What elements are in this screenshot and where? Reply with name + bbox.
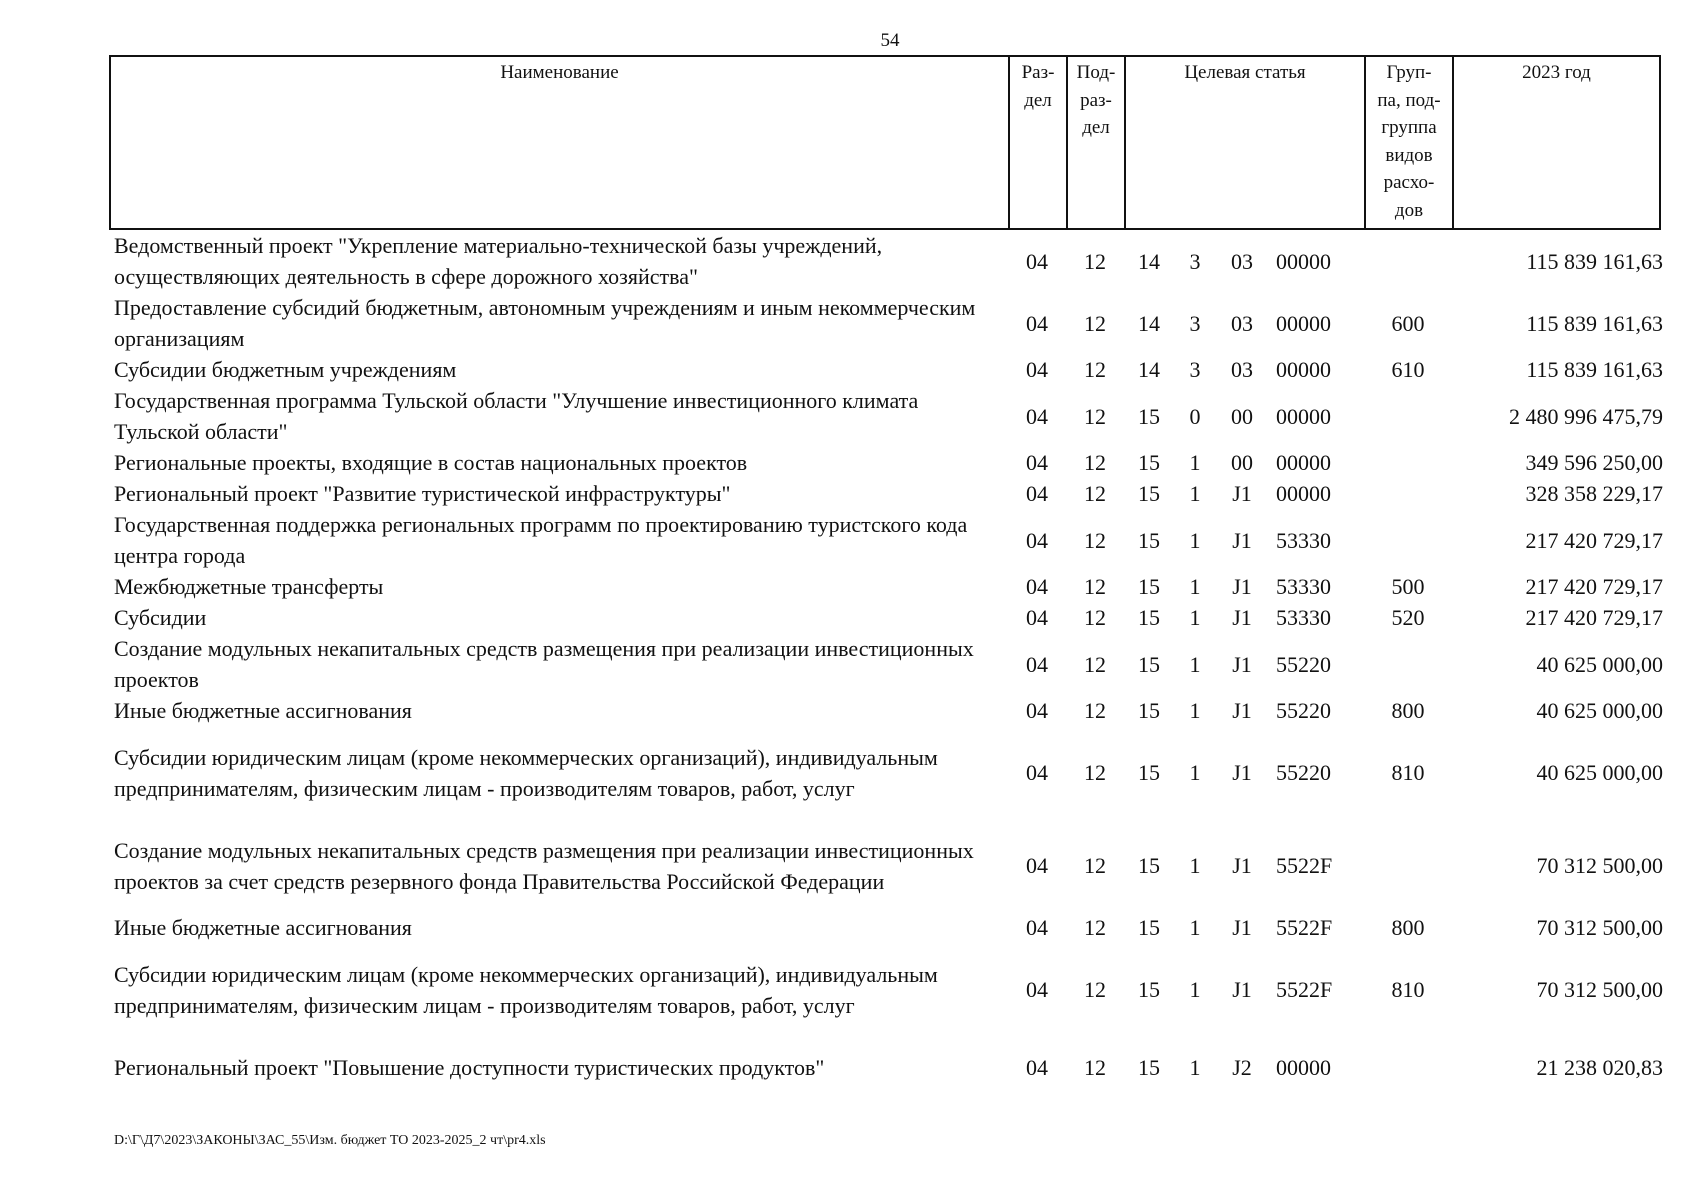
row-amount: 115 839 161,63 [1526, 310, 1663, 336]
table-row [109, 943, 1669, 1036]
row-direction-code: 00000 [1276, 403, 1331, 429]
table-row [109, 912, 1669, 943]
row-project-code: J1 [1232, 698, 1252, 723]
row-subprogram: 1 [1189, 1054, 1201, 1080]
row-expense-group: 610 [1391, 357, 1425, 382]
row-razdel: 04 [1026, 527, 1048, 553]
table-row [109, 230, 1669, 292]
row-name: Региональные проекты, входящие в состав национальных проектов [114, 450, 748, 475]
table-row [109, 602, 1669, 633]
row-amount: 40 625 000,00 [1536, 698, 1663, 723]
row-direction-code: 5522F [1276, 853, 1333, 878]
row-project-code: J1 [1232, 977, 1252, 1002]
row-razdel: 04 [1026, 574, 1048, 599]
row-direction-code: 5522F [1276, 915, 1333, 940]
row-project-code: J1 [1232, 915, 1252, 940]
row-name: Предоставление субсидий бюджетным, автономным учреждениям и иным некоммерческим организациям [114, 295, 976, 351]
row-subprogram: 1 [1189, 853, 1201, 878]
row-expense-group: 500 [1391, 574, 1425, 599]
row-amount: 328 358 229,17 [1525, 481, 1663, 506]
row-podrazdel: 12 [1084, 527, 1106, 553]
row-name: Иные бюджетные ассигнования [114, 698, 412, 723]
row-razdel: 04 [1026, 481, 1048, 506]
row-program: 15 [1138, 853, 1160, 878]
row-project-code: J1 [1232, 760, 1252, 785]
row-amount: 217 420 729,17 [1525, 527, 1663, 553]
row-razdel: 04 [1026, 1054, 1048, 1080]
row-subprogram: 1 [1189, 977, 1201, 1002]
row-project-code: 00 [1231, 450, 1253, 475]
row-expense-group: 810 [1391, 977, 1425, 1002]
row-subprogram: 1 [1189, 651, 1201, 677]
table-row [109, 633, 1669, 695]
row-razdel: 04 [1026, 605, 1048, 630]
row-name: Государственная поддержка региональных программ по проектированию туристского кода центра города [114, 512, 968, 568]
row-podrazdel: 12 [1084, 605, 1106, 630]
row-program: 15 [1138, 1054, 1160, 1080]
row-subprogram: 0 [1189, 403, 1201, 429]
row-project-code: J1 [1232, 651, 1252, 677]
row-direction-code: 53330 [1276, 605, 1331, 630]
row-razdel: 04 [1026, 760, 1048, 785]
row-razdel: 04 [1026, 651, 1048, 677]
row-razdel: 04 [1026, 915, 1048, 940]
row-subprogram: 1 [1189, 760, 1201, 785]
row-program: 14 [1138, 310, 1160, 336]
row-program: 15 [1138, 527, 1160, 553]
row-podrazdel: 12 [1084, 760, 1106, 785]
row-expense-group: 520 [1391, 605, 1425, 630]
row-project-code: J1 [1232, 605, 1252, 630]
table-row [109, 819, 1669, 912]
row-program: 14 [1138, 248, 1160, 274]
table-body [109, 230, 1669, 1098]
row-project-code: J2 [1232, 1054, 1252, 1080]
row-amount: 70 312 500,00 [1536, 915, 1663, 940]
row-direction-code: 00000 [1276, 357, 1331, 382]
row-direction-code: 55220 [1276, 698, 1331, 723]
row-project-code: 03 [1231, 248, 1253, 274]
row-program: 15 [1138, 403, 1160, 429]
row-project-code: J1 [1232, 481, 1252, 506]
row-name: Создание модульных некапитальных средств размещения при реализации инвестиционных проектов [114, 636, 974, 692]
row-amount: 115 839 161,63 [1526, 357, 1663, 382]
row-name: Создание модульных некапитальных средств размещения при реализации инвестиционных проектов за счет средств резервного фонда Правительства Российской Федерации [114, 837, 974, 894]
row-project-code: 03 [1231, 310, 1253, 336]
row-expense-group: 800 [1391, 698, 1425, 723]
row-name: Ведомственный проект "Укрепление материально-технической базы учреждений, осуществляющих деятельность в сфере дорожного хозяйства" [114, 233, 883, 289]
header-razdel: Раз- дел [1010, 57, 1068, 228]
row-amount: 21 238 020,83 [1536, 1054, 1663, 1080]
row-program: 15 [1138, 698, 1160, 723]
row-razdel: 04 [1026, 977, 1048, 1002]
row-amount: 2 480 996 475,79 [1509, 403, 1663, 429]
row-subprogram: 1 [1189, 915, 1201, 940]
row-razdel: 04 [1026, 357, 1048, 382]
row-program: 15 [1138, 977, 1160, 1002]
row-program: 14 [1138, 357, 1160, 382]
row-name: Иные бюджетные ассигнования [114, 915, 412, 940]
row-podrazdel: 12 [1084, 481, 1106, 506]
row-direction-code: 53330 [1276, 574, 1331, 599]
page-number: 54 [880, 30, 900, 51]
row-project-code: 03 [1231, 357, 1253, 382]
row-podrazdel: 12 [1084, 915, 1106, 940]
row-project-code: J1 [1232, 574, 1252, 599]
row-name: Субсидии юридическим лицам (кроме некоммерческих организаций), индивидуальным предпринимателям, физическим лицам - производителям товаров, работ, услуг [114, 961, 938, 1018]
row-name: Субсидии юридическим лицам (кроме некоммерческих организаций), индивидуальным предпринимателям, физическим лицам - производителям товаров, работ, услуг [114, 744, 938, 801]
header-gruppa-vidov-rashodov: Груп- па, под- группа видов расхо- дов [1366, 57, 1454, 228]
row-name: Межбюджетные трансферты [114, 574, 384, 599]
row-podrazdel: 12 [1084, 853, 1106, 878]
row-direction-code: 00000 [1276, 248, 1331, 274]
row-subprogram: 3 [1189, 310, 1201, 336]
row-direction-code: 53330 [1276, 527, 1331, 553]
row-subprogram: 1 [1189, 605, 1201, 630]
row-razdel: 04 [1026, 853, 1048, 878]
row-podrazdel: 12 [1084, 248, 1106, 274]
row-amount: 115 839 161,63 [1526, 248, 1663, 274]
table-header [109, 55, 1661, 230]
row-project-code: J1 [1232, 853, 1252, 878]
row-razdel: 04 [1026, 450, 1048, 475]
row-razdel: 04 [1026, 698, 1048, 723]
row-podrazdel: 12 [1084, 698, 1106, 723]
row-amount: 70 312 500,00 [1536, 977, 1663, 1002]
row-subprogram: 3 [1189, 357, 1201, 382]
row-name: Региональный проект "Развитие туристической инфраструктуры" [114, 481, 731, 506]
table-row [109, 292, 1669, 354]
row-name: Субсидии бюджетным учреждениям [114, 357, 457, 382]
row-amount: 40 625 000,00 [1536, 651, 1663, 677]
row-program: 15 [1138, 450, 1160, 475]
row-razdel: 04 [1026, 248, 1048, 274]
row-project-code: J1 [1232, 527, 1252, 553]
table-row [109, 1036, 1669, 1098]
row-name: Региональный проект "Повышение доступности туристических продуктов" [114, 1054, 825, 1080]
header-celevaya-statya: Целевая статья [1126, 57, 1366, 228]
row-podrazdel: 12 [1084, 651, 1106, 677]
row-podrazdel: 12 [1084, 977, 1106, 1002]
row-subprogram: 3 [1189, 248, 1201, 274]
row-subprogram: 1 [1189, 481, 1201, 506]
row-program: 15 [1138, 651, 1160, 677]
row-program: 15 [1138, 605, 1160, 630]
footer-file-path: D:\Г\Д7\2023\ЗАКОНЫ\ЗАС_55\Изм. бюджет ТО 2023-2025_2 чт\pr4.xls [114, 1133, 546, 1148]
row-expense-group: 810 [1391, 760, 1425, 785]
row-podrazdel: 12 [1084, 450, 1106, 475]
row-amount: 217 420 729,17 [1525, 605, 1663, 630]
table-row [109, 385, 1669, 447]
table-row [109, 447, 1669, 478]
row-podrazdel: 12 [1084, 1054, 1106, 1080]
row-direction-code: 55220 [1276, 760, 1331, 785]
table-row [109, 695, 1669, 726]
header-year: 2023 год [1522, 62, 1591, 83]
row-program: 15 [1138, 760, 1160, 785]
row-expense-group: 600 [1391, 310, 1425, 336]
row-direction-code: 00000 [1276, 310, 1331, 336]
row-amount: 40 625 000,00 [1536, 760, 1663, 785]
row-direction-code: 00000 [1276, 1054, 1331, 1080]
table-row [109, 354, 1669, 385]
row-podrazdel: 12 [1084, 574, 1106, 599]
row-direction-code: 00000 [1276, 481, 1331, 506]
row-podrazdel: 12 [1084, 403, 1106, 429]
row-program: 15 [1138, 481, 1160, 506]
row-razdel: 04 [1026, 403, 1048, 429]
row-direction-code: 5522F [1276, 977, 1333, 1002]
row-subprogram: 1 [1189, 527, 1201, 553]
row-amount: 217 420 729,17 [1525, 574, 1663, 599]
table-row [109, 509, 1669, 571]
row-program: 15 [1138, 574, 1160, 599]
table-row [109, 726, 1669, 819]
row-amount: 70 312 500,00 [1536, 853, 1663, 878]
row-project-code: 00 [1231, 403, 1253, 429]
row-amount: 349 596 250,00 [1525, 450, 1663, 475]
header-name: Наименование [111, 57, 1010, 228]
row-direction-code: 00000 [1276, 450, 1331, 475]
table-row [109, 478, 1669, 509]
row-name: Субсидии [114, 605, 207, 630]
table-row [109, 571, 1669, 602]
row-subprogram: 1 [1189, 698, 1201, 723]
header-podrazdel: Под- раз- дел [1068, 57, 1126, 228]
row-podrazdel: 12 [1084, 310, 1106, 336]
row-program: 15 [1138, 915, 1160, 940]
row-expense-group: 800 [1391, 915, 1425, 940]
row-razdel: 04 [1026, 310, 1048, 336]
row-podrazdel: 12 [1084, 357, 1106, 382]
row-subprogram: 1 [1189, 574, 1201, 599]
row-subprogram: 1 [1189, 450, 1201, 475]
row-direction-code: 55220 [1276, 651, 1331, 677]
row-name: Государственная программа Тульской области "Улучшение инвестиционного климата Тульской области" [114, 388, 919, 444]
